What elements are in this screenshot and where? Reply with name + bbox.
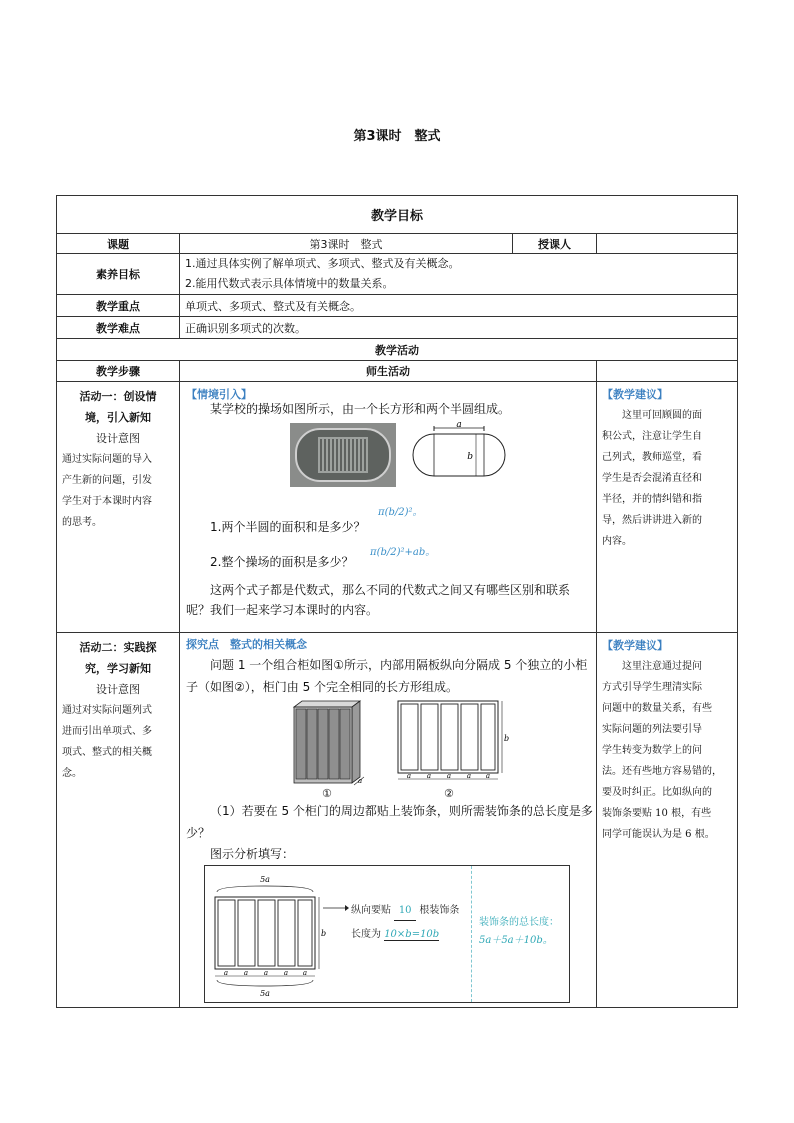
suggest-line: 问题中的数量关系，有些 xyxy=(602,703,712,714)
activity1-design-label: 设计意图 xyxy=(96,432,140,445)
activity2-title-1: 活动二：实践探 xyxy=(79,641,157,654)
suggest-line: 学生转变为数学上的问 xyxy=(602,745,702,756)
suggest-line: 半径，并的情纠错和指 xyxy=(602,494,702,505)
analysis-label-a: a xyxy=(302,969,308,977)
analysis-bottom-label: 5a xyxy=(260,989,270,998)
lesson-plan-table xyxy=(56,195,738,1008)
activity2-suggestion xyxy=(597,633,738,1008)
q1-answer: π(b/2)²。 xyxy=(378,507,423,518)
suggest-line: 积公式，注意让学生自 xyxy=(602,431,702,442)
sub-question-line-1: （1）若要在 5 个柜门的周边都贴上装饰条，则所需装饰条的总长度是多 xyxy=(210,804,593,818)
vert-prefix: 纵向要贴 xyxy=(351,905,391,916)
activity1-suggest-text xyxy=(602,405,732,552)
activity2-title-2: 究，学习新知 xyxy=(85,662,151,675)
design-line: 通过对实际问题列式 xyxy=(62,705,152,716)
activity2-suggest-tag: 【教学建议】 xyxy=(602,639,668,652)
fig2-label-a: a xyxy=(466,772,472,780)
analysis-top-label: 5a xyxy=(260,875,270,884)
analysis-label-a: a xyxy=(243,969,249,977)
focus-label: 教学重点 xyxy=(57,295,180,317)
summary-line-2: 呢？我们一起来学习本课时的内容。 xyxy=(186,603,379,617)
arrow-icon xyxy=(323,904,349,912)
focus-value: 单项式、多项式、整式及有关概念。 xyxy=(180,295,738,317)
page-title: 第3课时 整式 xyxy=(353,129,441,144)
empty-header-cell xyxy=(597,361,738,382)
analysis-figure xyxy=(209,870,335,998)
activity2-design-text xyxy=(62,700,174,784)
suggest-line: 方式引导学生理清实际 xyxy=(602,682,702,693)
analysis-label-a: a xyxy=(283,969,289,977)
sub-question-line-2: 少？ xyxy=(186,826,211,840)
suggest-line: 装饰条要贴 10 根，有些 xyxy=(602,808,712,819)
activity-col-header: 师生活动 xyxy=(180,361,597,382)
length-text xyxy=(351,926,439,944)
playground-photo xyxy=(290,423,396,487)
fig2-label-a: a xyxy=(406,772,412,780)
design-line: 念。 xyxy=(62,768,82,779)
analysis-label-b: b xyxy=(321,929,327,938)
total-length xyxy=(479,914,559,950)
topic-label: 课题 xyxy=(57,234,180,254)
activity1-title-2: 境，引入新知 xyxy=(85,411,151,424)
suggest-line: 实际问题的列法要引导 xyxy=(602,724,702,735)
length-value: 10×b=10b xyxy=(384,929,440,940)
fig2-label-b: b xyxy=(504,734,510,743)
suggest-line: 这里可回顾圆的面 xyxy=(622,410,702,421)
suggest-line: 同学可能误认为是 6 根。 xyxy=(602,829,715,840)
section-title: 教学目标 xyxy=(57,196,738,234)
fig2-caption: ② xyxy=(444,787,454,800)
activities-header: 教学活动 xyxy=(57,339,738,361)
total-line: 5a＋5a＋10b。 xyxy=(479,935,553,946)
question-2: 2.整个操场的面积是多少？ xyxy=(210,555,354,569)
suggest-line: 学生是否会混淆直径和 xyxy=(602,473,702,484)
activity2-suggest-text xyxy=(602,656,732,845)
activity1-tag: 【情境引入】 xyxy=(186,388,252,401)
fig2-label-a: a xyxy=(426,772,432,780)
length-prefix: 长度为 xyxy=(351,929,381,940)
activity1-title-1: 活动一：创设情 xyxy=(79,390,157,403)
q2-answer: π(b/2)²+ab。 xyxy=(370,547,436,558)
goals-content xyxy=(180,254,738,295)
fig1-label-a: a xyxy=(358,777,363,785)
activity2-design-label: 设计意图 xyxy=(96,683,140,696)
vert-suffix: 根装饰条 xyxy=(419,905,460,916)
suggest-line: 法。还有些地方容易错的， xyxy=(602,766,722,777)
design-line: 通过实际问题的导入 xyxy=(62,454,152,465)
steps-col-header: 教学步骤 xyxy=(57,361,180,382)
problem-line-2: 子（如图②），柜门由 5 个完全相同的长方形组成。 xyxy=(186,680,459,694)
analysis-label-a: a xyxy=(223,969,229,977)
cabinet-3d-figure xyxy=(286,697,368,787)
teacher-label: 授课人 xyxy=(513,234,597,254)
fig2-label-a: a xyxy=(485,772,491,780)
topic-value: 第3课时 整式 xyxy=(180,234,513,254)
fig1-caption: ① xyxy=(322,787,332,800)
suggest-line: 己列式，教师巡堂，看 xyxy=(602,452,702,463)
activity1-design-text xyxy=(62,449,174,533)
problem-line-1: 问题 1 一个组合柜如图①所示，内部用隔板纵向分隔成 5 个独立的小柜 xyxy=(210,658,588,672)
playground-diagram xyxy=(406,422,516,490)
suggest-line: 内容。 xyxy=(602,536,632,547)
design-line: 的思考。 xyxy=(62,517,102,528)
activity1-suggest-tag: 【教学建议】 xyxy=(602,388,668,401)
fig2-label-a: a xyxy=(446,772,452,780)
suggest-line: 要及时纠正。比如纵向的 xyxy=(602,787,712,798)
analysis-label: 图示分析填写： xyxy=(210,847,295,861)
design-line: 项式、整式的相关概 xyxy=(62,747,152,758)
design-line: 学生对于本课时内容 xyxy=(62,496,152,507)
activity1-content xyxy=(180,382,597,633)
activity2-tag: 探究点 整式的相关概念 xyxy=(186,638,307,651)
difficulty-value: 正确识别多项式的次数。 xyxy=(180,317,738,339)
activity2-step xyxy=(57,633,180,1008)
difficulty-label: 教学难点 xyxy=(57,317,180,339)
design-line: 产生新的问题，引发 xyxy=(62,475,152,486)
goals-label: 素养目标 xyxy=(57,254,180,295)
label-a: a xyxy=(456,422,462,430)
goal-line: 2.能用代数式表示具体情境中的数量关系。 xyxy=(185,277,394,290)
activity1-suggestion xyxy=(597,382,738,633)
summary-line-1: 这两个式子都是代数式，那么不同的代数式之间又有哪些区别和联系 xyxy=(210,583,571,597)
activity1-intro: 某学校的操场如图所示，由一个长方形和两个半圆组成。 xyxy=(210,402,511,416)
suggest-line: 导，然后讲讲进入新的 xyxy=(602,515,702,526)
suggest-line: 这里注意通过提问 xyxy=(622,661,702,672)
label-b: b xyxy=(467,452,473,462)
vert-count: 10 xyxy=(394,902,416,921)
goal-line: 1.通过具体实例了解单项式、多项式、整式及有关概念。 xyxy=(185,257,460,270)
activity2-content xyxy=(180,633,597,1008)
teacher-value xyxy=(597,234,738,254)
divider xyxy=(471,866,473,1002)
cabinet-front-figure xyxy=(394,697,512,787)
analysis-box xyxy=(204,865,570,1003)
total-line: 装饰条的总长度： xyxy=(479,917,559,928)
question-1: 1.两个半圆的面积和是多少？ xyxy=(210,520,366,534)
analysis-label-a: a xyxy=(263,969,269,977)
vert-text xyxy=(351,902,459,921)
activity1-step xyxy=(57,382,180,633)
design-line: 进而引出单项式、多 xyxy=(62,726,152,737)
